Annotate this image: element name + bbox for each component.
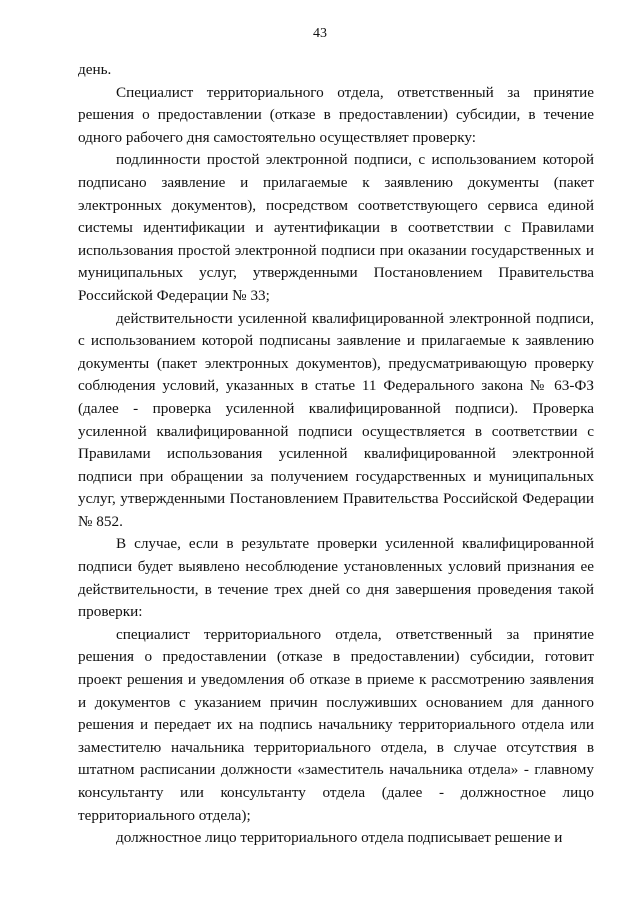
body-text	[78, 59, 594, 850]
paragraph: действительности усиленной квалифицированной электронной подписи, с использованием которой подписаны заявление и прилагаемые к заявлению документы (пакет электронных документов), предусматривающую проверку соблюдения условий, указанных в статье 11 Федерального закона № 63-ФЗ (далее - проверка усиленной квалифицированной подписи). Проверка усиленной квалифицированной подписи осуществляется в соответствии с Правилами использования усиленной квалифицированной электронной подписи при обращении за получением государственных и муниципальных услуг, утвержденными Постановлением Правительства Российской Федерации № 852.	[78, 309, 594, 530]
paragraph: должностное лицо территориального отдела подписывает решение и	[116, 829, 563, 847]
paragraph: специалист территориального отдела, ответственный за принятие решения о предоставлении (отказе в предоставлении) субсидии, готовит проект решения и уведомления об отказе в приеме к рассмотрению заявления и документов с указанием причин послуживших основанием для данного решения и передает их на подпись начальнику территориального отдела или заместителю начальника территориального отдела, в случае отсутствия в штатном расписании должности «заместитель начальника отдела» - главному консультанту или консультанту отдела (далее - должностное лицо территориального отдела);	[78, 625, 594, 824]
paragraph: Специалист территориального отдела, ответственный за принятие решения о предоставлении (отказе в предоставлении) субсидии, в течение одного рабочего дня самостоятельно осуществляет проверку:	[78, 83, 594, 146]
paragraph: день.	[78, 61, 112, 78]
paragraph: В случае, если в результате проверки усиленной квалифицированной подписи будет выявлено несоблюдение установленных условий признания ее действительности, в течение трех дней со дня завершения проведения такой проверки:	[78, 535, 594, 621]
paragraph: подлинности простой электронной подписи, с использованием которой подписано заявление и прилагаемые к заявлению документы (пакет электронных документов), посредством соответствующего сервиса единой системы идентификации и аутентификации в соответствии с Правилами использования простой электронной подписи при оказании государственных и муниципальных услуг, утвержденными Постановлением Правительства Российской Федерации № 33;	[78, 151, 594, 304]
page-number: 43	[313, 26, 327, 41]
